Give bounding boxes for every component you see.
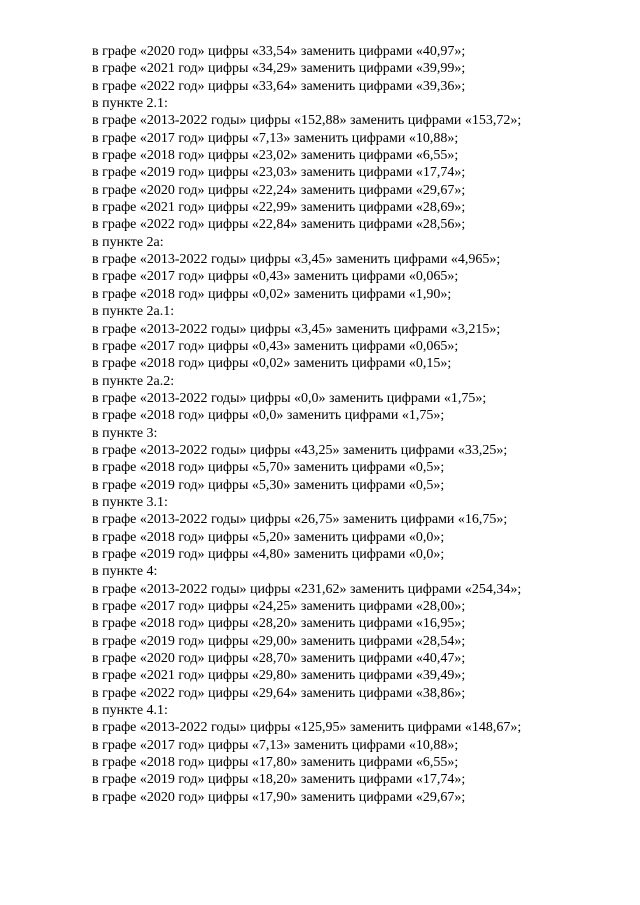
- amendment-line: в графе «2013-2022 годы» цифры «3,45» заменить цифрами «3,215»;: [92, 321, 501, 337]
- amendment-line: в графе «2018 год» цифры «17,80» заменить цифрами «6,55»;: [92, 755, 459, 771]
- amendment-line: в графе «2017 год» цифры «7,13» заменить цифрами «10,88»;: [92, 737, 459, 753]
- section-heading: в пункте 4.1:: [92, 703, 168, 719]
- section-heading: в пункте 2а.2:: [92, 373, 175, 389]
- amendment-line: в графе «2020 год» цифры «22,24» заменить цифрами «29,67»;: [92, 182, 466, 198]
- amendment-line: в графе «2021 год» цифры «22,99» заменить цифрами «28,69»;: [92, 200, 466, 216]
- section-heading: в пункте 2а:: [92, 234, 164, 250]
- amendment-line: в графе «2017 год» цифры «24,25» заменить цифрами «28,00»;: [92, 599, 466, 614]
- section-heading: в пункте 3:: [92, 425, 158, 441]
- amendment-line: в графе «2018 год» цифры «0,0» заменить цифрами «1,75»;: [92, 408, 445, 424]
- amendment-line: в графе «2018 год» цифры «5,70» заменить цифрами «0,5»;: [92, 460, 445, 476]
- amendment-line: в графе «2017 год» цифры «0,43» заменить цифрами «0,065»;: [92, 269, 459, 285]
- amendment-line: в графе «2019 год» цифры «23,03» заменить цифрами «17,74»;: [92, 165, 466, 181]
- amendment-line: в графе «2018 год» цифры «5,20» заменить цифрами «0,0»;: [92, 529, 445, 545]
- section-heading: в пункте 2.1:: [92, 96, 168, 112]
- amendment-line: в графе «2020 год» цифры «17,90» заменить цифрами «29,67»;: [92, 789, 466, 805]
- amendment-line: в графе «2013-2022 годы» цифры «0,0» заменить цифрами «1,75»;: [92, 390, 487, 406]
- amendment-line: в графе «2013-2022 годы» цифры «231,62» заменить цифрами «254,34»;: [92, 581, 522, 597]
- amendment-line: в графе «2017 год» цифры «0,43» заменить цифрами «0,065»;: [92, 338, 459, 354]
- amendment-line: в графе «2013-2022 годы» цифры «125,95» заменить цифрами «148,67»;: [92, 720, 522, 736]
- amendment-line: в графе «2013-2022 годы» цифры «26,75» заменить цифрами «16,75»;: [92, 512, 508, 528]
- amendment-line: в графе «2019 год» цифры «4,80» заменить цифрами «0,0»;: [92, 546, 445, 562]
- amendment-line: в графе «2018 год» цифры «28,20» заменить цифрами «16,95»;: [92, 616, 466, 632]
- amendment-line: в графе «2022 год» цифры «33,64» заменить цифрами «39,36»;: [92, 78, 466, 94]
- document-page: [92, 43, 612, 806]
- amendment-line: в графе «2018 год» цифры «23,02» заменить цифрами «6,55»;: [92, 148, 459, 164]
- amendment-line: в графе «2021 год» цифры «34,29» заменить цифрами «39,99»;: [92, 61, 466, 77]
- amendment-line: в графе «2020 год» цифры «28,70» заменить цифрами «40,47»;: [92, 651, 466, 667]
- amendment-line: в графе «2019 год» цифры «29,00» заменить цифрами «28,54»;: [92, 633, 466, 649]
- amendment-line: в графе «2013-2022 годы» цифры «43,25» заменить цифрами «33,25»;: [92, 442, 508, 458]
- amendment-line: в графе «2018 год» цифры «0,02» заменить цифрами «1,90»;: [92, 286, 452, 302]
- amendment-line: в графе «2020 год» цифры «33,54» заменить цифрами «40,97»;: [92, 44, 466, 59]
- amendment-line: в графе «2018 год» цифры «0,02» заменить цифрами «0,15»;: [92, 356, 452, 372]
- amendment-line: в графе «2013-2022 годы» цифры «152,88» заменить цифрами «153,72»;: [92, 113, 522, 129]
- amendment-line: в графе «2021 год» цифры «29,80» заменить цифрами «39,49»;: [92, 668, 466, 684]
- section-heading: в пункте 3.1:: [92, 494, 168, 510]
- section-heading: в пункте 4:: [92, 564, 158, 580]
- amendment-line: в графе «2022 год» цифры «29,64» заменить цифрами «38,86»;: [92, 685, 466, 701]
- amendment-line: в графе «2019 год» цифры «18,20» заменить цифрами «17,74»;: [92, 772, 466, 788]
- amendment-line: в графе «2022 год» цифры «22,84» заменить цифрами «28,56»;: [92, 217, 466, 233]
- amendment-line: в графе «2017 год» цифры «7,13» заменить цифрами «10,88»;: [92, 130, 459, 146]
- amendment-line: в графе «2019 год» цифры «5,30» заменить цифрами «0,5»;: [92, 477, 445, 493]
- section-heading: в пункте 2а.1:: [92, 304, 175, 320]
- amendment-line: в графе «2013-2022 годы» цифры «3,45» заменить цифрами «4,965»;: [92, 252, 501, 268]
